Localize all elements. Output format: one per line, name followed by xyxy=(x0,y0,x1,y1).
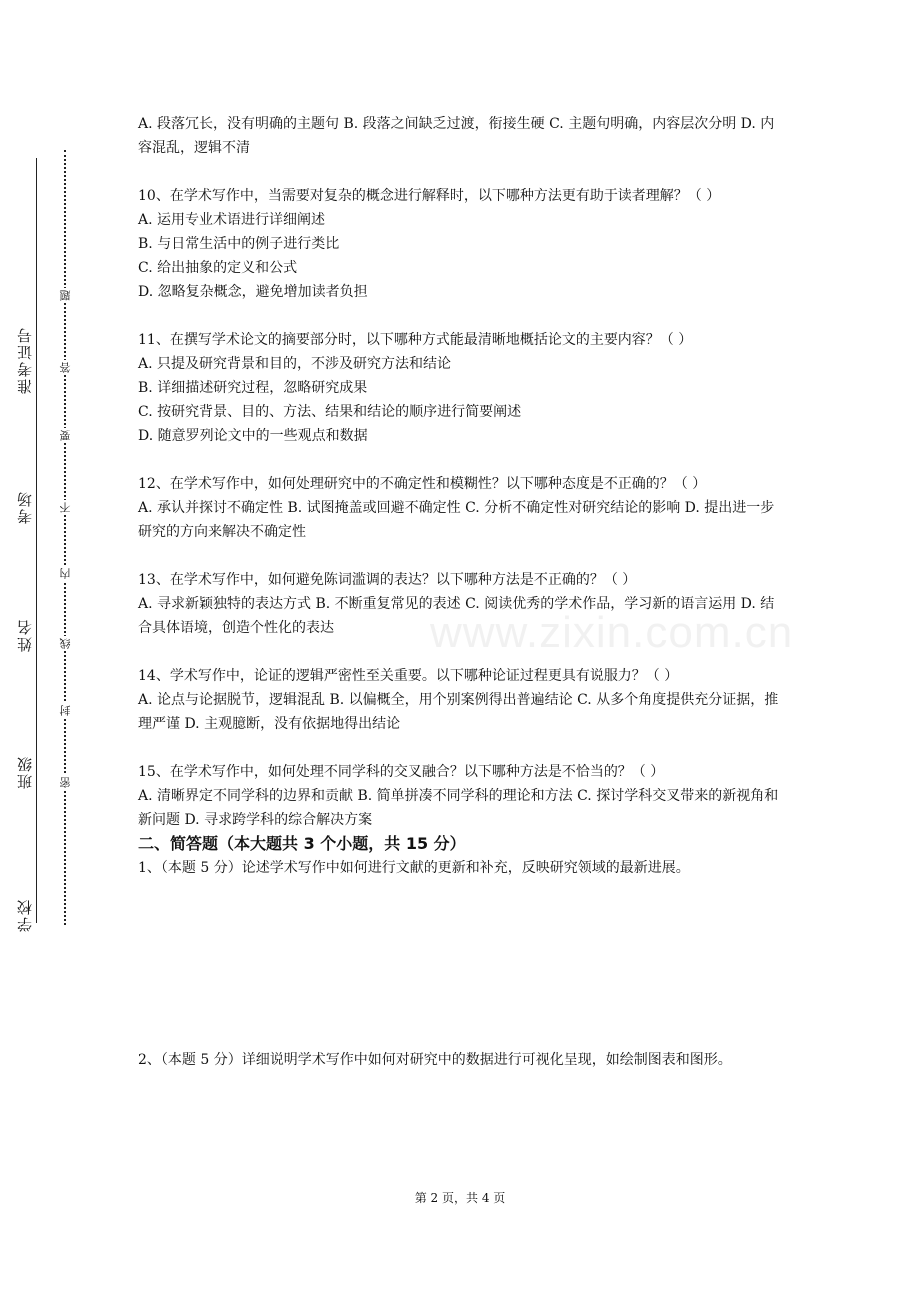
short-answer-1: 1、（本题 5 分）论述学术写作中如何进行文献的更新和补充，反映研究领域的最新进展。 xyxy=(138,860,690,876)
fill-line xyxy=(36,158,37,923)
seal-char-nei: 内 xyxy=(59,568,72,579)
question-stem: 13、在学术写作中，如何避免陈词滥调的表达？以下哪种方法是不正确的？（ ） xyxy=(138,572,637,588)
question-11 xyxy=(138,328,788,448)
seal-char-da: 答 xyxy=(59,362,72,373)
label-name: 姓名 xyxy=(16,618,34,652)
question-stem: 14、学术写作中，论证的逻辑严密性至关重要。以下哪种论证过程更具有说服力？（ ） xyxy=(138,668,679,684)
question-stem: 10、在学术写作中，当需要对复杂的概念进行解释时，以下哪种方法更有助于读者理解？（ ） xyxy=(138,188,721,204)
label-school: 学校 xyxy=(16,898,34,932)
question-12 xyxy=(138,472,788,544)
seal-char-xian: 线 xyxy=(59,638,72,649)
seal-char-mi: 密 xyxy=(59,777,72,788)
exam-content xyxy=(138,112,788,1072)
watermark: www.zixin.com.cn xyxy=(430,608,794,657)
question-15 xyxy=(138,760,788,832)
options: A. 清晰界定不同学科的边界和贡献 B. 简单拼凑不同学科的理论和方法 C. 探讨学科交叉带来的新视角和新问题 D. 寻求跨学科的综合解决方案 xyxy=(138,788,779,828)
seal-char-ti: 题 xyxy=(59,290,72,301)
options: A. 论点与论据脱节，逻辑混乱 B. 以偏概全，用个别案例得出普遍结论 C. 从多个角度提供充分证据，推理严谨 D. 主观臆断，没有依据地得出结论 xyxy=(138,692,779,732)
seal-char-feng: 封 xyxy=(59,705,72,716)
label-exam-room: 考场 xyxy=(16,490,34,524)
option: D. 忽略复杂概念，避免增加读者负担 xyxy=(138,284,368,300)
page-footer: 第 2 页，共 4 页 xyxy=(414,1191,506,1205)
option: C. 给出抽象的定义和公式 xyxy=(138,260,298,276)
question-14 xyxy=(138,664,788,736)
option: A. 只提及研究背景和目的，不涉及研究方法和结论 xyxy=(138,356,452,372)
short-answer-2: 2、（本题 5 分）详细说明学术写作中如何对研究中的数据进行可视化呈现，如绘制图表和图形。 xyxy=(138,1052,732,1068)
option: C. 按研究背景、目的、方法、结果和结论的顺序进行简要阐述 xyxy=(138,404,522,420)
question-stem: 12、在学术写作中，如何处理研究中的不确定性和模糊性？以下哪种态度是不正确的？（ ） xyxy=(138,476,707,492)
seal-dotted-line xyxy=(64,150,66,925)
question-stem: 15、在学术写作中，如何处理不同学科的交叉融合？以下哪种方法是不恰当的？（ ） xyxy=(138,764,665,780)
option: A. 运用专业术语进行详细阐述 xyxy=(138,212,326,228)
options: A. 承认并探讨不确定性 B. 试图掩盖或回避不确定性 C. 分析不确定性对研究结论的影响 D. 提出进一步研究的方向来解决不确定性 xyxy=(138,500,775,540)
options: A. 寻求新颖独特的表达方式 B. 不断重复常见的表述 C. 阅读优秀的学术作品，学习新的语言运用 D. 结合具体语境，创造个性化的表达 xyxy=(138,596,775,636)
option: B. 与日常生活中的例子进行类比 xyxy=(138,236,340,252)
label-class: 班级 xyxy=(16,755,34,789)
label-ticket-number: 准考证号 xyxy=(16,326,34,394)
seal-char-bu: 不 xyxy=(59,502,72,513)
option: B. 详细描述研究过程，忽略研究成果 xyxy=(138,380,368,396)
option: D. 随意罗列论文中的一些观点和数据 xyxy=(138,428,368,444)
binding-margin xyxy=(0,0,80,1302)
section-heading: 二、简答题（本大题共 3 个小题，共 15 分） xyxy=(138,834,466,853)
question-stem: 11、在撰写学术论文的摘要部分时，以下哪种方式能最清晰地概括论文的主要内容？（ ） xyxy=(138,332,693,348)
question-10 xyxy=(138,184,788,304)
seal-char-yao: 要 xyxy=(59,430,72,441)
q9-options: A. 段落冗长，没有明确的主题句 B. 段落之间缺乏过渡，衔接生硬 C. 主题句明确，内容层次分明 D. 内容混乱，逻辑不清 xyxy=(138,116,775,156)
question-13 xyxy=(138,568,788,640)
